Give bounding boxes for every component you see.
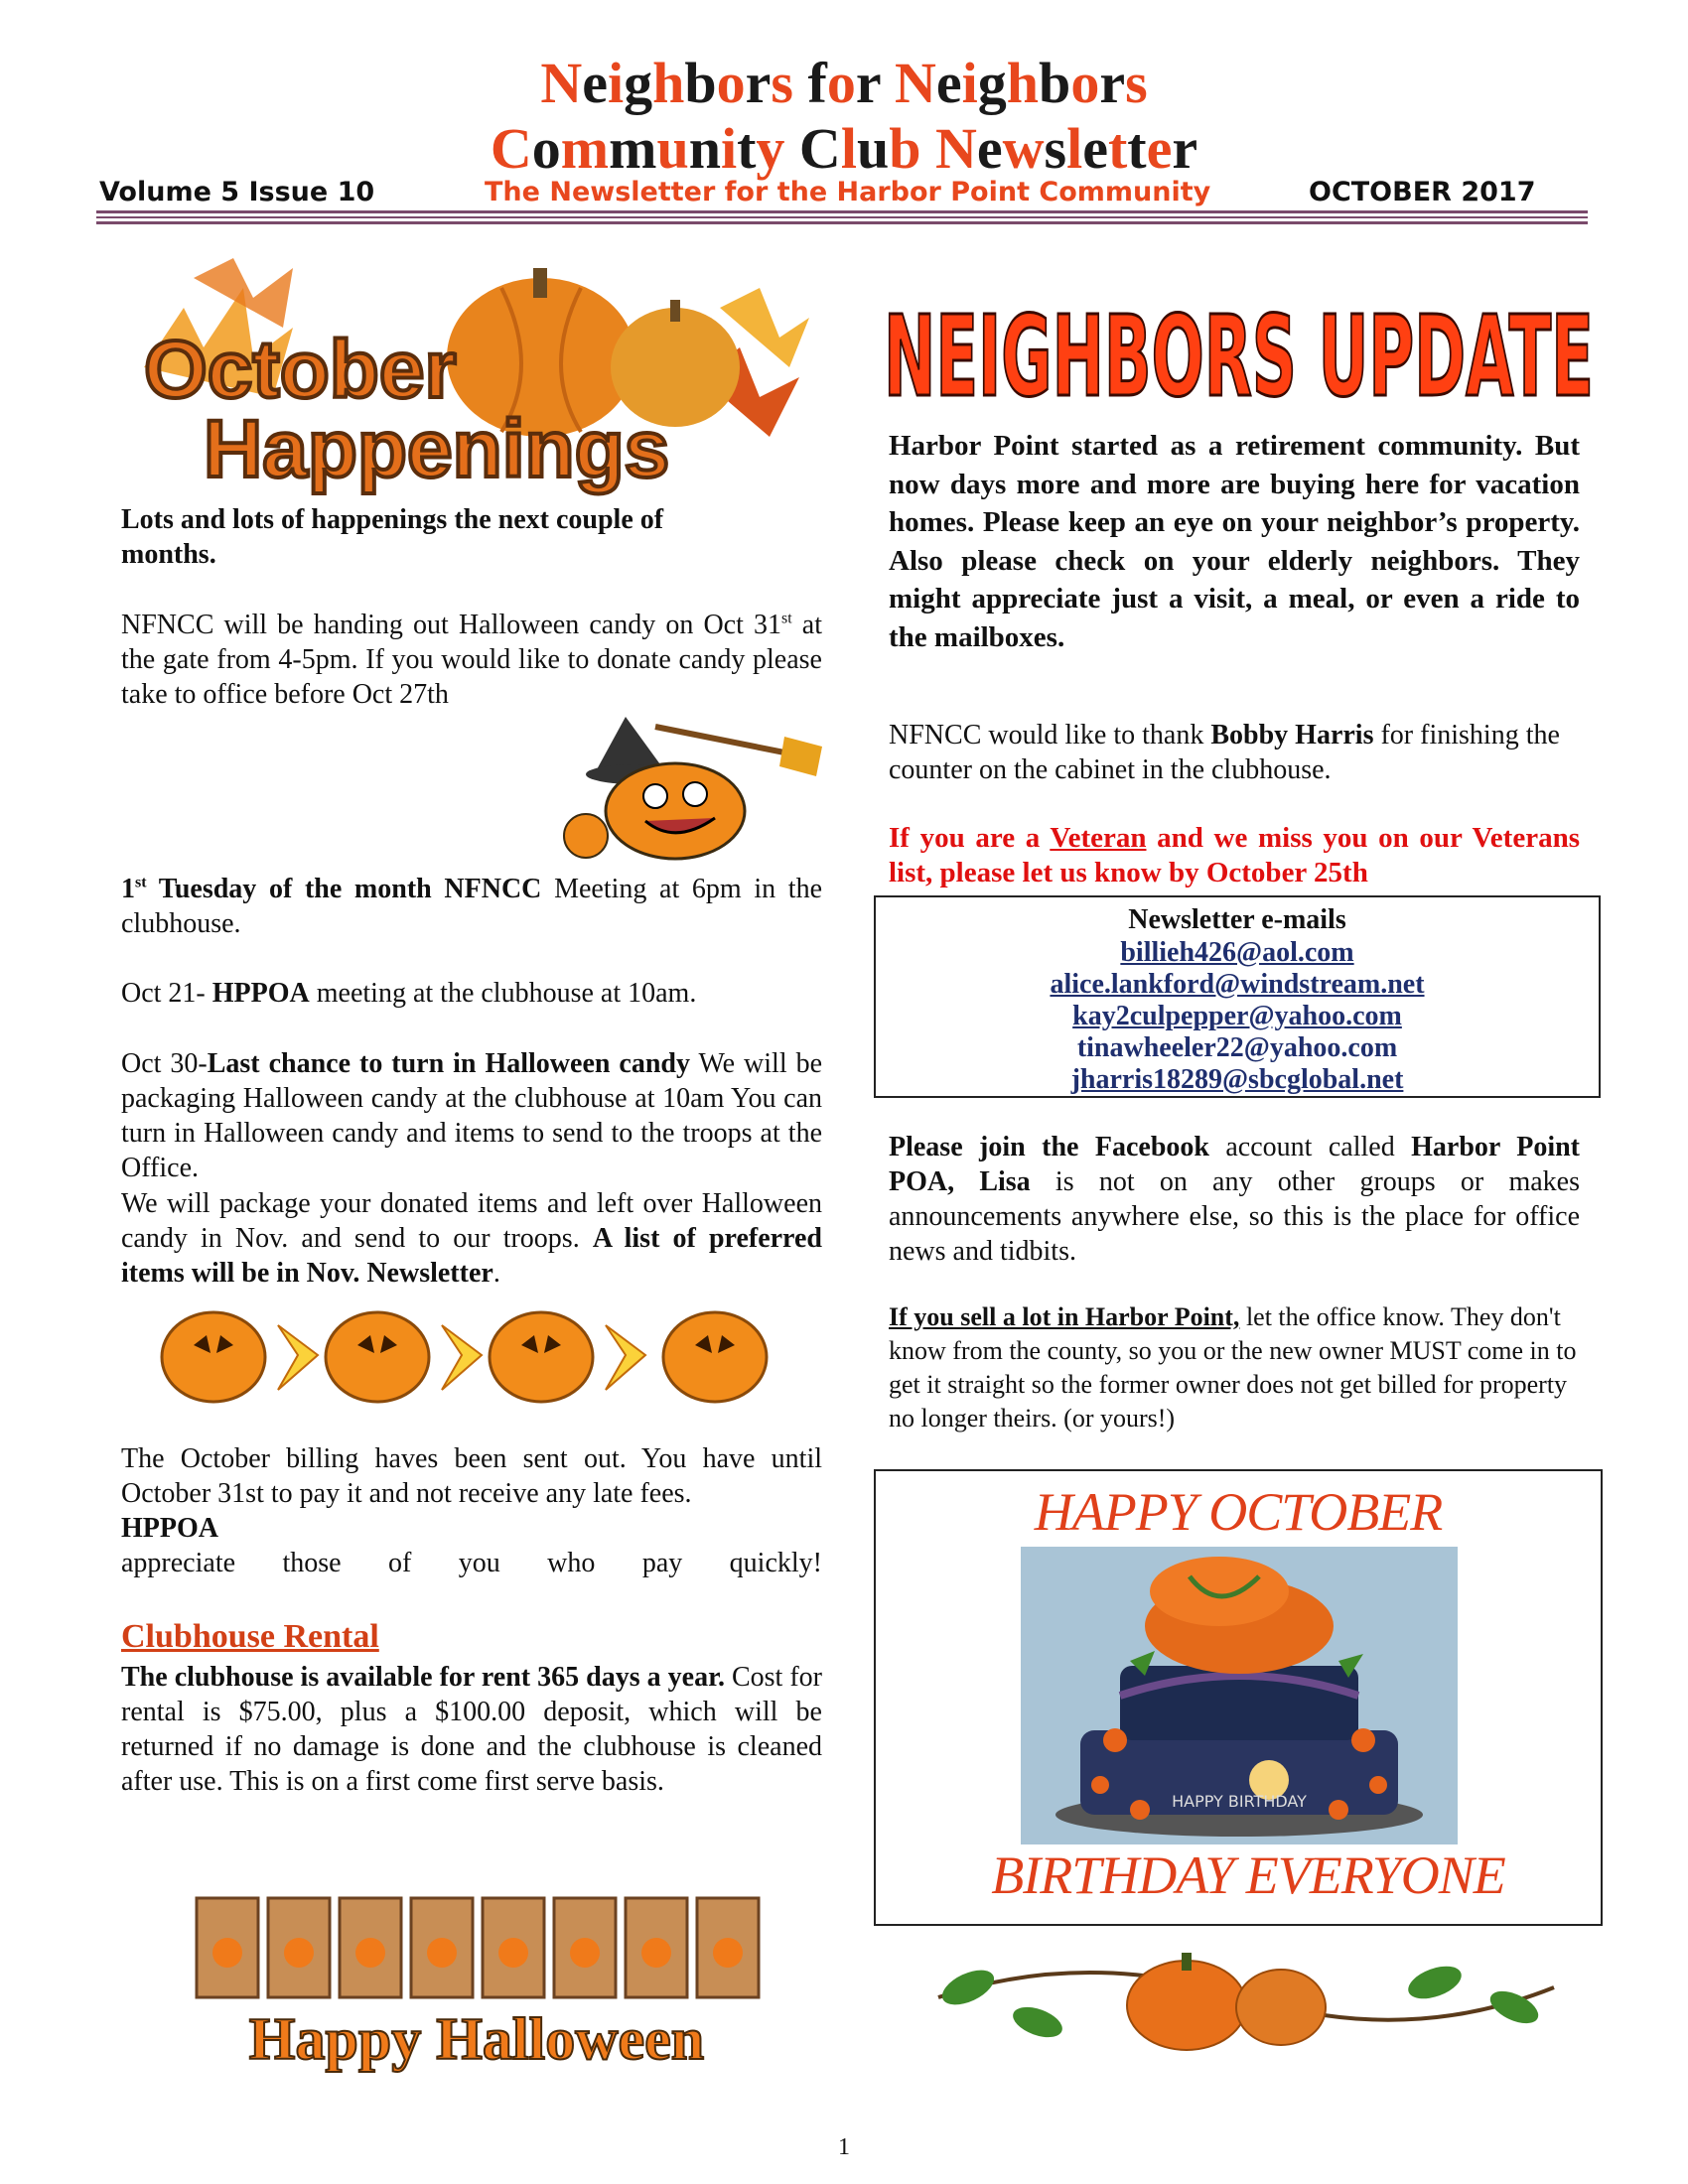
pumpkin-witch-image (556, 707, 824, 866)
masthead-rule-top (96, 210, 1588, 213)
tagline: The Newsletter for the Harbor Point Community (485, 177, 1211, 207)
thanks-paragraph: NFNCC would like to thank Bobby Harris for finishing the counter on the cabinet in the clubhouse. (889, 720, 1560, 785)
sell-lot-paragraph: If you sell a lot in Harbor Point, let the office know. They don't know from the county, so you or the new owner MUST come in to get it straight so the former owner does not get billed for property no longer theirs. (or yours!) (889, 1302, 1577, 1433)
jack-o-lantern-row-image (159, 1296, 794, 1410)
issue-date: OCTOBER 2017 (1309, 177, 1536, 207)
clubhouse-rental-paragraph: The clubhouse is available for rent 365 days a year. Cost for rental is $75.00, plus a $100.00 deposit, which will be returned if no damage is done and the clubhouse is cleaned after use. This is on a first come first serve basis. (121, 1662, 822, 1797)
masthead-rule-mid (96, 216, 1588, 218)
clubhouse-rental-heading: Clubhouse Rental (121, 1618, 379, 1655)
svg-text:NEIGHBORS UPDATE: NEIGHBORS UPDATE (884, 293, 1594, 422)
meeting-paragraph: 1st Tuesday of the month NFNCC Meeting at 6pm in the clubhouse. (121, 874, 823, 939)
email-link[interactable]: alice.lankford@windstream.net (1050, 969, 1425, 1000)
volume-issue: Volume 5 Issue 10 (99, 177, 375, 207)
package-paragraph: We will package your donated items and left over Halloween candy in Nov. and send to our troops. A list of preferred items will be in Nov. Newsletter. (121, 1188, 822, 1289)
email-link[interactable]: tinawheeler22@yahoo.com (1076, 1032, 1398, 1063)
candy-paragraph: NFNCC will be handing out Halloween candy on Oct 31st at the gate from 4-5pm. If you would like to donate candy please take to office before Oct 27th (121, 610, 822, 710)
page-number: 1 (838, 2134, 850, 2160)
email-link[interactable]: jharris18289@sbcglobal.net (1070, 1064, 1404, 1095)
billing-paragraph: The October billing haves been sent out. You have until October 31st to pay it and not receive any late fees. HPPOA appreciate those of you who pay quickly! (121, 1443, 822, 1578)
oct30-paragraph: Oct 30-Last chance to turn in Halloween candy We will be packaging Halloween candy at the clubhouse at 10am You can turn in Halloween candy and items to send to the troops at the Office. (121, 1048, 822, 1183)
masthead-subtitle: Community Club Newsletter (490, 116, 1198, 181)
facebook-paragraph: Please join the Facebook account called Harbor Point POA, Lisa is not on any other groups or makes announcements anywhere else, so this is the place for office news and tidbits. (889, 1132, 1580, 1267)
svg-text:October: October (144, 325, 457, 415)
birthday-title-bottom: BIRTHDAY EVERYONE (991, 1845, 1505, 1905)
birthday-cake-image (1021, 1547, 1458, 1844)
newsletter-emails-box (874, 895, 1601, 1098)
email-link[interactable]: billieh426@aol.com (1120, 937, 1354, 968)
happy-halloween-image (189, 1868, 765, 2077)
veteran-paragraph: If you are a Veteran and we miss you on our Veterans list, please let us know by October 25th (889, 822, 1580, 888)
svg-text:Happy Halloween: Happy Halloween (248, 2006, 705, 2072)
neighbors-update-paragraph: Harbor Point started as a retirement community. But now days more and more are buying here for vacation homes. Please keep an eye on your neighbor’s property. Also please check on your elderly neighbors. They might appreciate just a visit, a meal, or even a ride to the mailboxes. (889, 430, 1580, 653)
october-happenings-banner (124, 248, 819, 496)
masthead-title: Neighbors for Neighbors (540, 51, 1148, 115)
neighbors-update-banner (874, 246, 1609, 425)
birthday-box (874, 1469, 1603, 1926)
pumpkin-vine-image (928, 1928, 1564, 2057)
svg-text:HAPPY BIRTHDAY: HAPPY BIRTHDAY (1172, 1792, 1307, 1811)
svg-text:Happenings: Happenings (204, 404, 670, 494)
birthday-title-top: HAPPY OCTOBER (1034, 1482, 1443, 1542)
masthead-rule-bottom (96, 221, 1588, 224)
hppoa-meeting-paragraph: Oct 21- HPPOA meeting at the clubhouse at 10am. (121, 978, 697, 1009)
emails-title: Newsletter e-mails (1128, 904, 1346, 935)
intro-paragraph: Lots and lots of happenings the next couple of months. (121, 504, 664, 570)
email-link[interactable]: kay2culpepper@yahoo.com (1072, 1001, 1402, 1031)
